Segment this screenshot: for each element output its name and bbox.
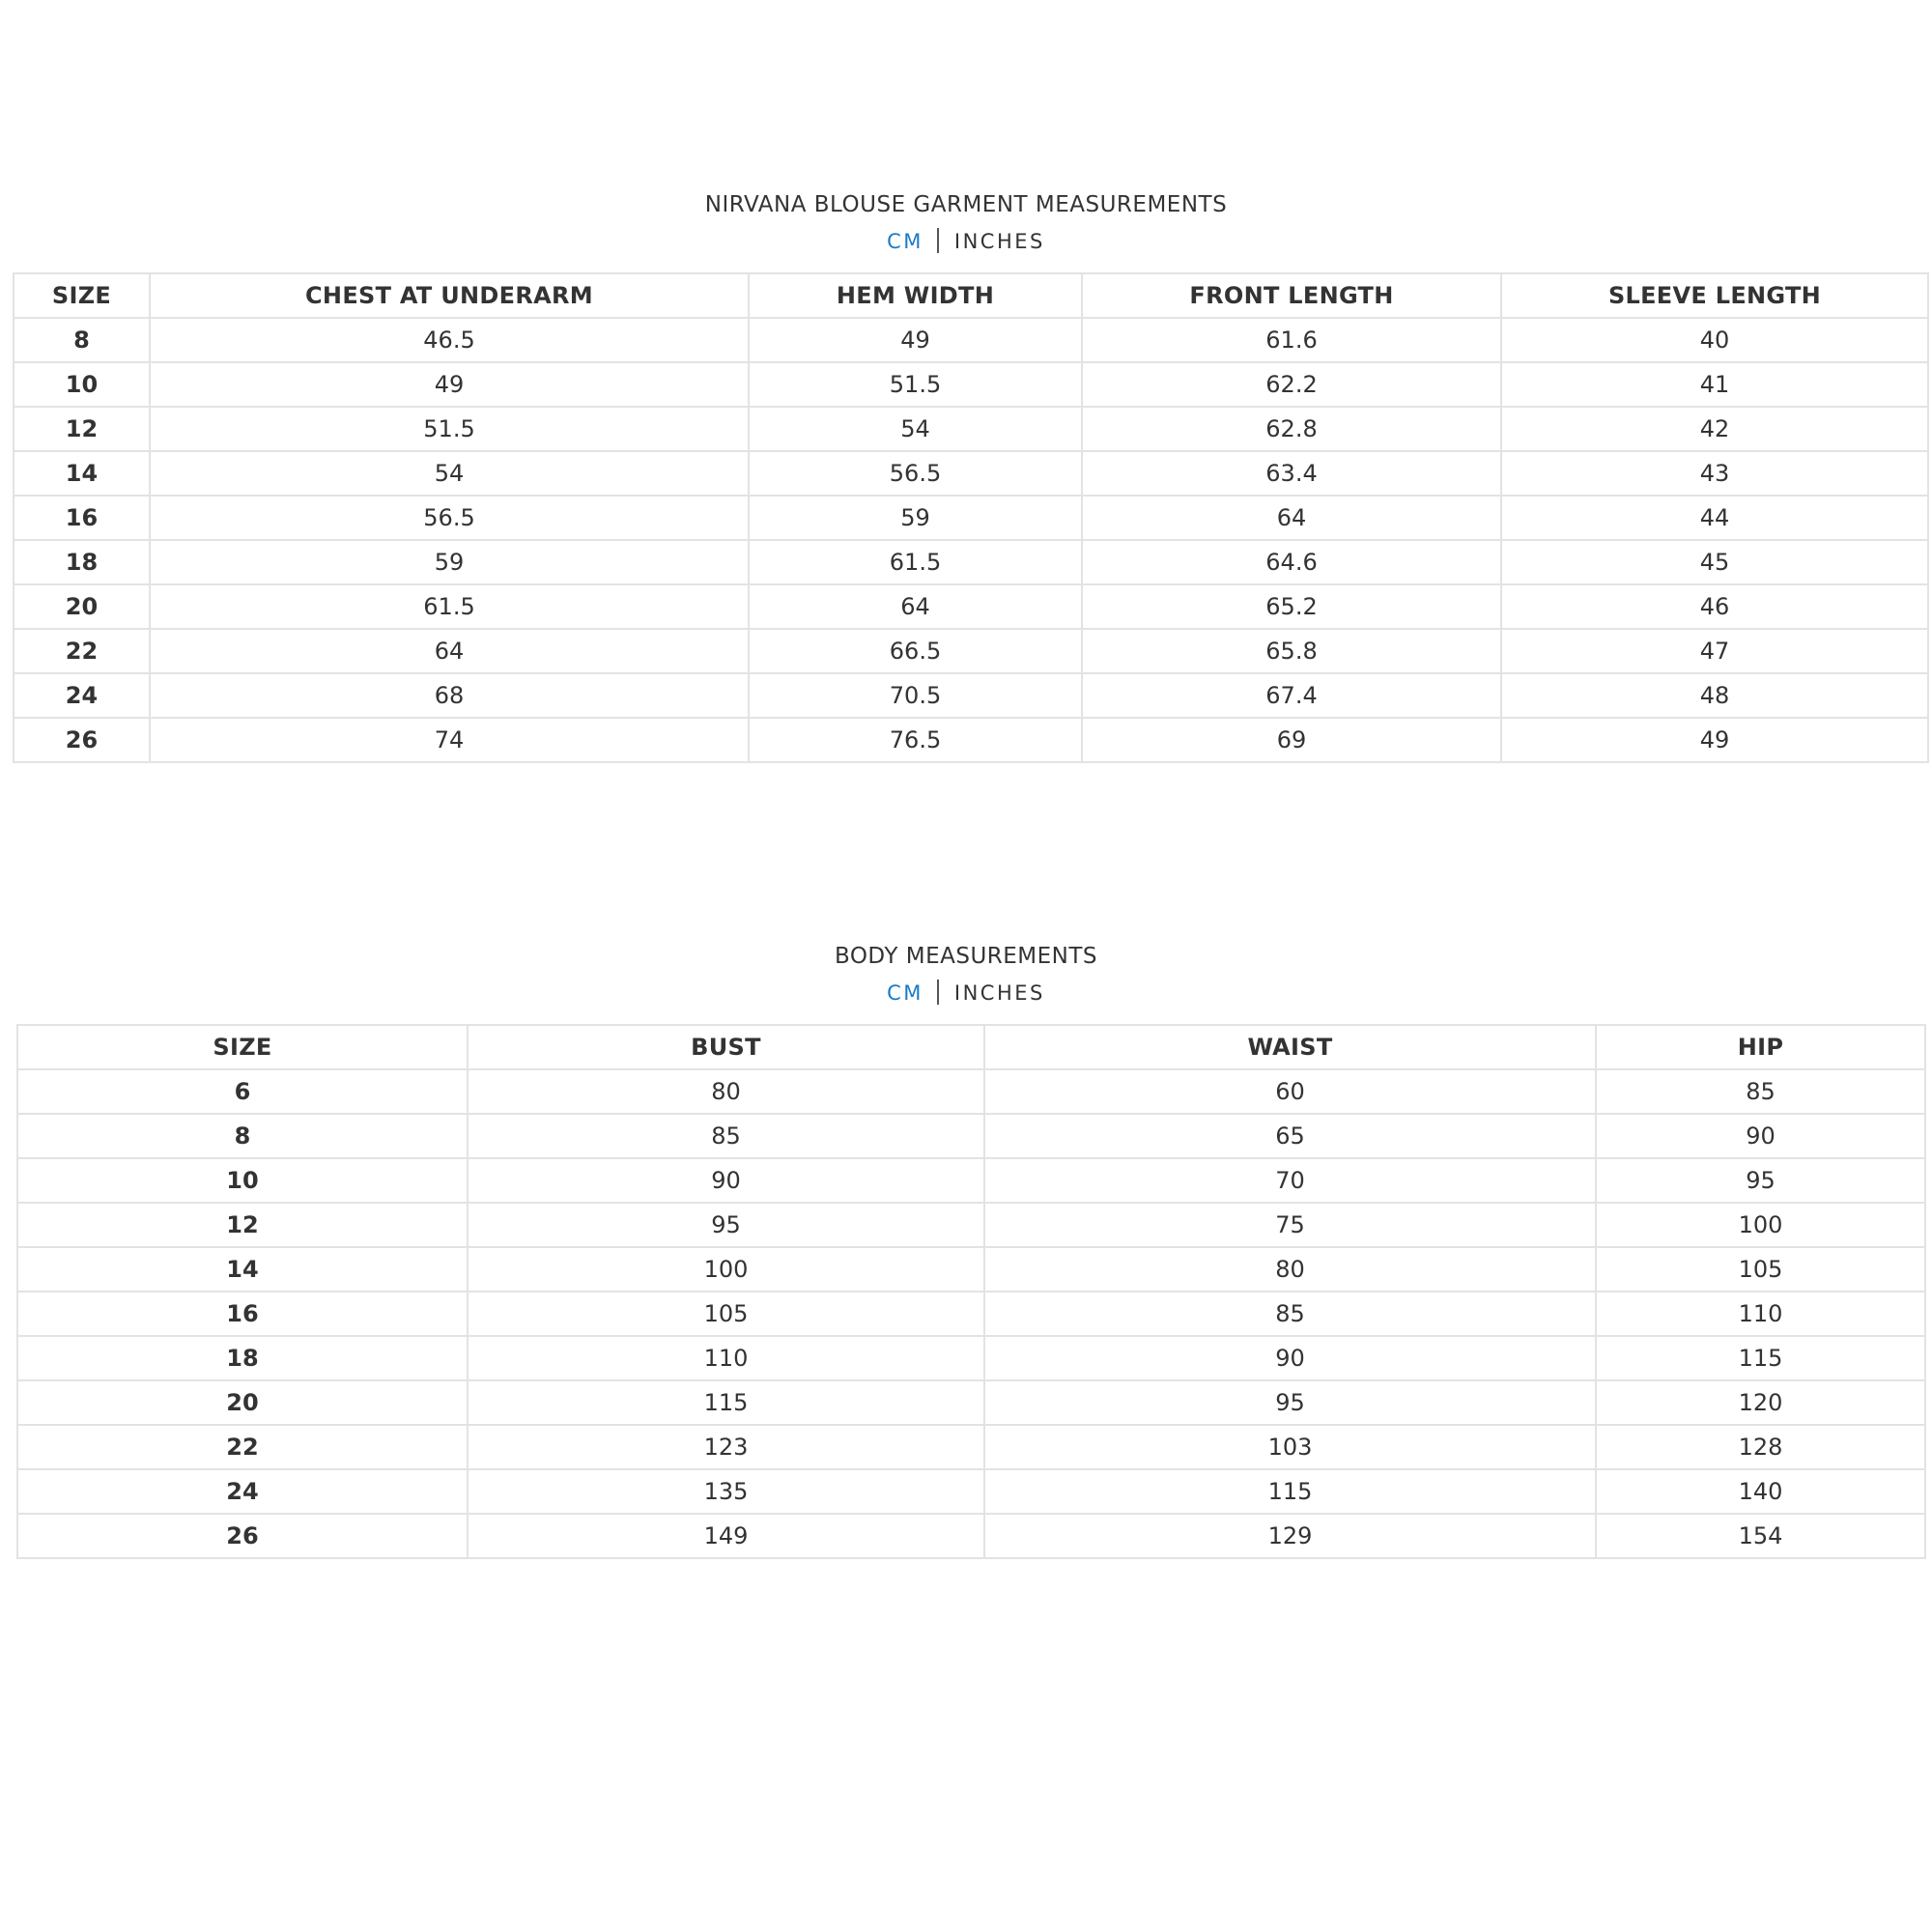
cell-chest-at-underarm: 59 xyxy=(150,540,749,584)
cell-size: 16 xyxy=(17,1292,468,1336)
cell-chest-at-underarm: 56.5 xyxy=(150,496,749,540)
cell-hip: 120 xyxy=(1596,1380,1925,1425)
cell-size: 18 xyxy=(17,1336,468,1380)
unit-divider xyxy=(937,980,939,1005)
cell-bust: 149 xyxy=(468,1514,984,1558)
cell-front-length: 65.8 xyxy=(1082,629,1501,673)
table-row xyxy=(17,1514,1925,1558)
cell-hem-width: 61.5 xyxy=(749,540,1082,584)
table-row xyxy=(14,407,1928,451)
cell-hem-width: 64 xyxy=(749,584,1082,629)
cell-waist: 70 xyxy=(984,1158,1596,1203)
body-section-title: BODY MEASUREMENTS xyxy=(834,944,1098,969)
cell-bust: 90 xyxy=(468,1158,984,1203)
column-header-size: SIZE xyxy=(14,273,150,318)
cell-hip: 110 xyxy=(1596,1292,1925,1336)
cell-bust: 80 xyxy=(468,1069,984,1114)
cell-front-length: 63.4 xyxy=(1082,451,1501,496)
cell-sleeve-length: 48 xyxy=(1501,673,1928,718)
column-header-bust: BUST xyxy=(468,1025,984,1069)
cell-waist: 129 xyxy=(984,1514,1596,1558)
cell-front-length: 62.2 xyxy=(1082,362,1501,407)
cell-chest-at-underarm: 51.5 xyxy=(150,407,749,451)
body-measurements-table xyxy=(16,1024,1926,1559)
cell-front-length: 61.6 xyxy=(1082,318,1501,362)
cell-chest-at-underarm: 68 xyxy=(150,673,749,718)
cell-hem-width: 54 xyxy=(749,407,1082,451)
body-unit-toggle xyxy=(0,976,1932,1010)
cell-bust: 100 xyxy=(468,1247,984,1292)
cell-chest-at-underarm: 54 xyxy=(150,451,749,496)
table-row xyxy=(17,1425,1925,1469)
table-row xyxy=(17,1469,1925,1514)
cell-chest-at-underarm: 74 xyxy=(150,718,749,762)
table-row xyxy=(14,718,1928,762)
table-row xyxy=(17,1247,1925,1292)
table-row xyxy=(14,584,1928,629)
cell-bust: 105 xyxy=(468,1292,984,1336)
cell-size: 24 xyxy=(17,1469,468,1514)
table-header-row xyxy=(14,273,1928,318)
cell-size: 22 xyxy=(17,1425,468,1469)
cell-bust: 85 xyxy=(468,1114,984,1158)
table-header-row xyxy=(17,1025,1925,1069)
garment-unit-inches[interactable]: INCHES xyxy=(953,230,1045,253)
cell-hip: 140 xyxy=(1596,1469,1925,1514)
cell-size: 18 xyxy=(14,540,150,584)
column-header-sleeve-length: SLEEVE LENGTH xyxy=(1501,273,1928,318)
column-header-front-length: FRONT LENGTH xyxy=(1082,273,1501,318)
table-row xyxy=(17,1203,1925,1247)
garment-unit-toggle xyxy=(0,224,1932,259)
cell-size: 14 xyxy=(17,1247,468,1292)
cell-size: 6 xyxy=(17,1069,468,1114)
cell-waist: 95 xyxy=(984,1380,1596,1425)
table-row xyxy=(14,629,1928,673)
table-row xyxy=(17,1158,1925,1203)
cell-waist: 115 xyxy=(984,1469,1596,1514)
cell-size: 8 xyxy=(17,1114,468,1158)
column-header-size: SIZE xyxy=(17,1025,468,1069)
cell-size: 22 xyxy=(14,629,150,673)
table-row xyxy=(14,540,1928,584)
cell-size: 10 xyxy=(17,1158,468,1203)
table-row xyxy=(17,1380,1925,1425)
cell-front-length: 67.4 xyxy=(1082,673,1501,718)
cell-hip: 95 xyxy=(1596,1158,1925,1203)
cell-waist: 65 xyxy=(984,1114,1596,1158)
cell-waist: 75 xyxy=(984,1203,1596,1247)
garment-measurements-table xyxy=(13,272,1929,763)
cell-hem-width: 51.5 xyxy=(749,362,1082,407)
cell-waist: 103 xyxy=(984,1425,1596,1469)
cell-sleeve-length: 43 xyxy=(1501,451,1928,496)
table-row xyxy=(14,362,1928,407)
cell-hip: 105 xyxy=(1596,1247,1925,1292)
cell-size: 20 xyxy=(14,584,150,629)
cell-hip: 115 xyxy=(1596,1336,1925,1380)
cell-hip: 100 xyxy=(1596,1203,1925,1247)
cell-hip: 90 xyxy=(1596,1114,1925,1158)
table-row xyxy=(14,496,1928,540)
body-measurements-section xyxy=(0,939,1932,1549)
garment-measurements-section xyxy=(0,187,1932,753)
cell-front-length: 64.6 xyxy=(1082,540,1501,584)
cell-waist: 85 xyxy=(984,1292,1596,1336)
body-table-body xyxy=(17,1069,1925,1558)
cell-size: 8 xyxy=(14,318,150,362)
table-row xyxy=(14,318,1928,362)
cell-waist: 90 xyxy=(984,1336,1596,1380)
table-row xyxy=(17,1292,1925,1336)
cell-hem-width: 49 xyxy=(749,318,1082,362)
cell-hip: 128 xyxy=(1596,1425,1925,1469)
cell-bust: 115 xyxy=(468,1380,984,1425)
cell-hem-width: 70.5 xyxy=(749,673,1082,718)
table-row xyxy=(17,1336,1925,1380)
cell-size: 20 xyxy=(17,1380,468,1425)
cell-sleeve-length: 46 xyxy=(1501,584,1928,629)
cell-front-length: 62.8 xyxy=(1082,407,1501,451)
cell-front-length: 64 xyxy=(1082,496,1501,540)
cell-chest-at-underarm: 64 xyxy=(150,629,749,673)
cell-size: 26 xyxy=(14,718,150,762)
table-row xyxy=(17,1114,1925,1158)
garment-unit-cm[interactable]: CM xyxy=(887,230,923,253)
cell-size: 26 xyxy=(17,1514,468,1558)
cell-hip: 85 xyxy=(1596,1069,1925,1114)
body-unit-inches[interactable]: INCHES xyxy=(953,981,1045,1005)
cell-size: 12 xyxy=(14,407,150,451)
cell-sleeve-length: 41 xyxy=(1501,362,1928,407)
cell-waist: 60 xyxy=(984,1069,1596,1114)
cell-chest-at-underarm: 49 xyxy=(150,362,749,407)
cell-hem-width: 66.5 xyxy=(749,629,1082,673)
column-header-hip: HIP xyxy=(1596,1025,1925,1069)
cell-bust: 123 xyxy=(468,1425,984,1469)
cell-front-length: 69 xyxy=(1082,718,1501,762)
cell-chest-at-underarm: 61.5 xyxy=(150,584,749,629)
cell-size: 24 xyxy=(14,673,150,718)
cell-sleeve-length: 42 xyxy=(1501,407,1928,451)
cell-hem-width: 59 xyxy=(749,496,1082,540)
unit-divider xyxy=(937,228,939,253)
cell-size: 12 xyxy=(17,1203,468,1247)
table-row xyxy=(14,451,1928,496)
cell-sleeve-length: 40 xyxy=(1501,318,1928,362)
cell-sleeve-length: 47 xyxy=(1501,629,1928,673)
cell-waist: 80 xyxy=(984,1247,1596,1292)
cell-sleeve-length: 45 xyxy=(1501,540,1928,584)
column-header-chest-at-underarm: CHEST AT UNDERARM xyxy=(150,273,749,318)
cell-size: 14 xyxy=(14,451,150,496)
cell-sleeve-length: 44 xyxy=(1501,496,1928,540)
table-row xyxy=(14,673,1928,718)
column-header-waist: WAIST xyxy=(984,1025,1596,1069)
cell-size: 10 xyxy=(14,362,150,407)
body-unit-cm[interactable]: CM xyxy=(887,981,923,1005)
cell-size: 16 xyxy=(14,496,150,540)
cell-bust: 135 xyxy=(468,1469,984,1514)
column-header-hem-width: HEM WIDTH xyxy=(749,273,1082,318)
cell-bust: 110 xyxy=(468,1336,984,1380)
cell-bust: 95 xyxy=(468,1203,984,1247)
garment-table-body xyxy=(14,318,1928,762)
table-row xyxy=(17,1069,1925,1114)
garment-section-title: NIRVANA BLOUSE GARMENT MEASUREMENTS xyxy=(704,192,1228,217)
cell-hip: 154 xyxy=(1596,1514,1925,1558)
cell-sleeve-length: 49 xyxy=(1501,718,1928,762)
cell-chest-at-underarm: 46.5 xyxy=(150,318,749,362)
cell-hem-width: 76.5 xyxy=(749,718,1082,762)
cell-hem-width: 56.5 xyxy=(749,451,1082,496)
cell-front-length: 65.2 xyxy=(1082,584,1501,629)
